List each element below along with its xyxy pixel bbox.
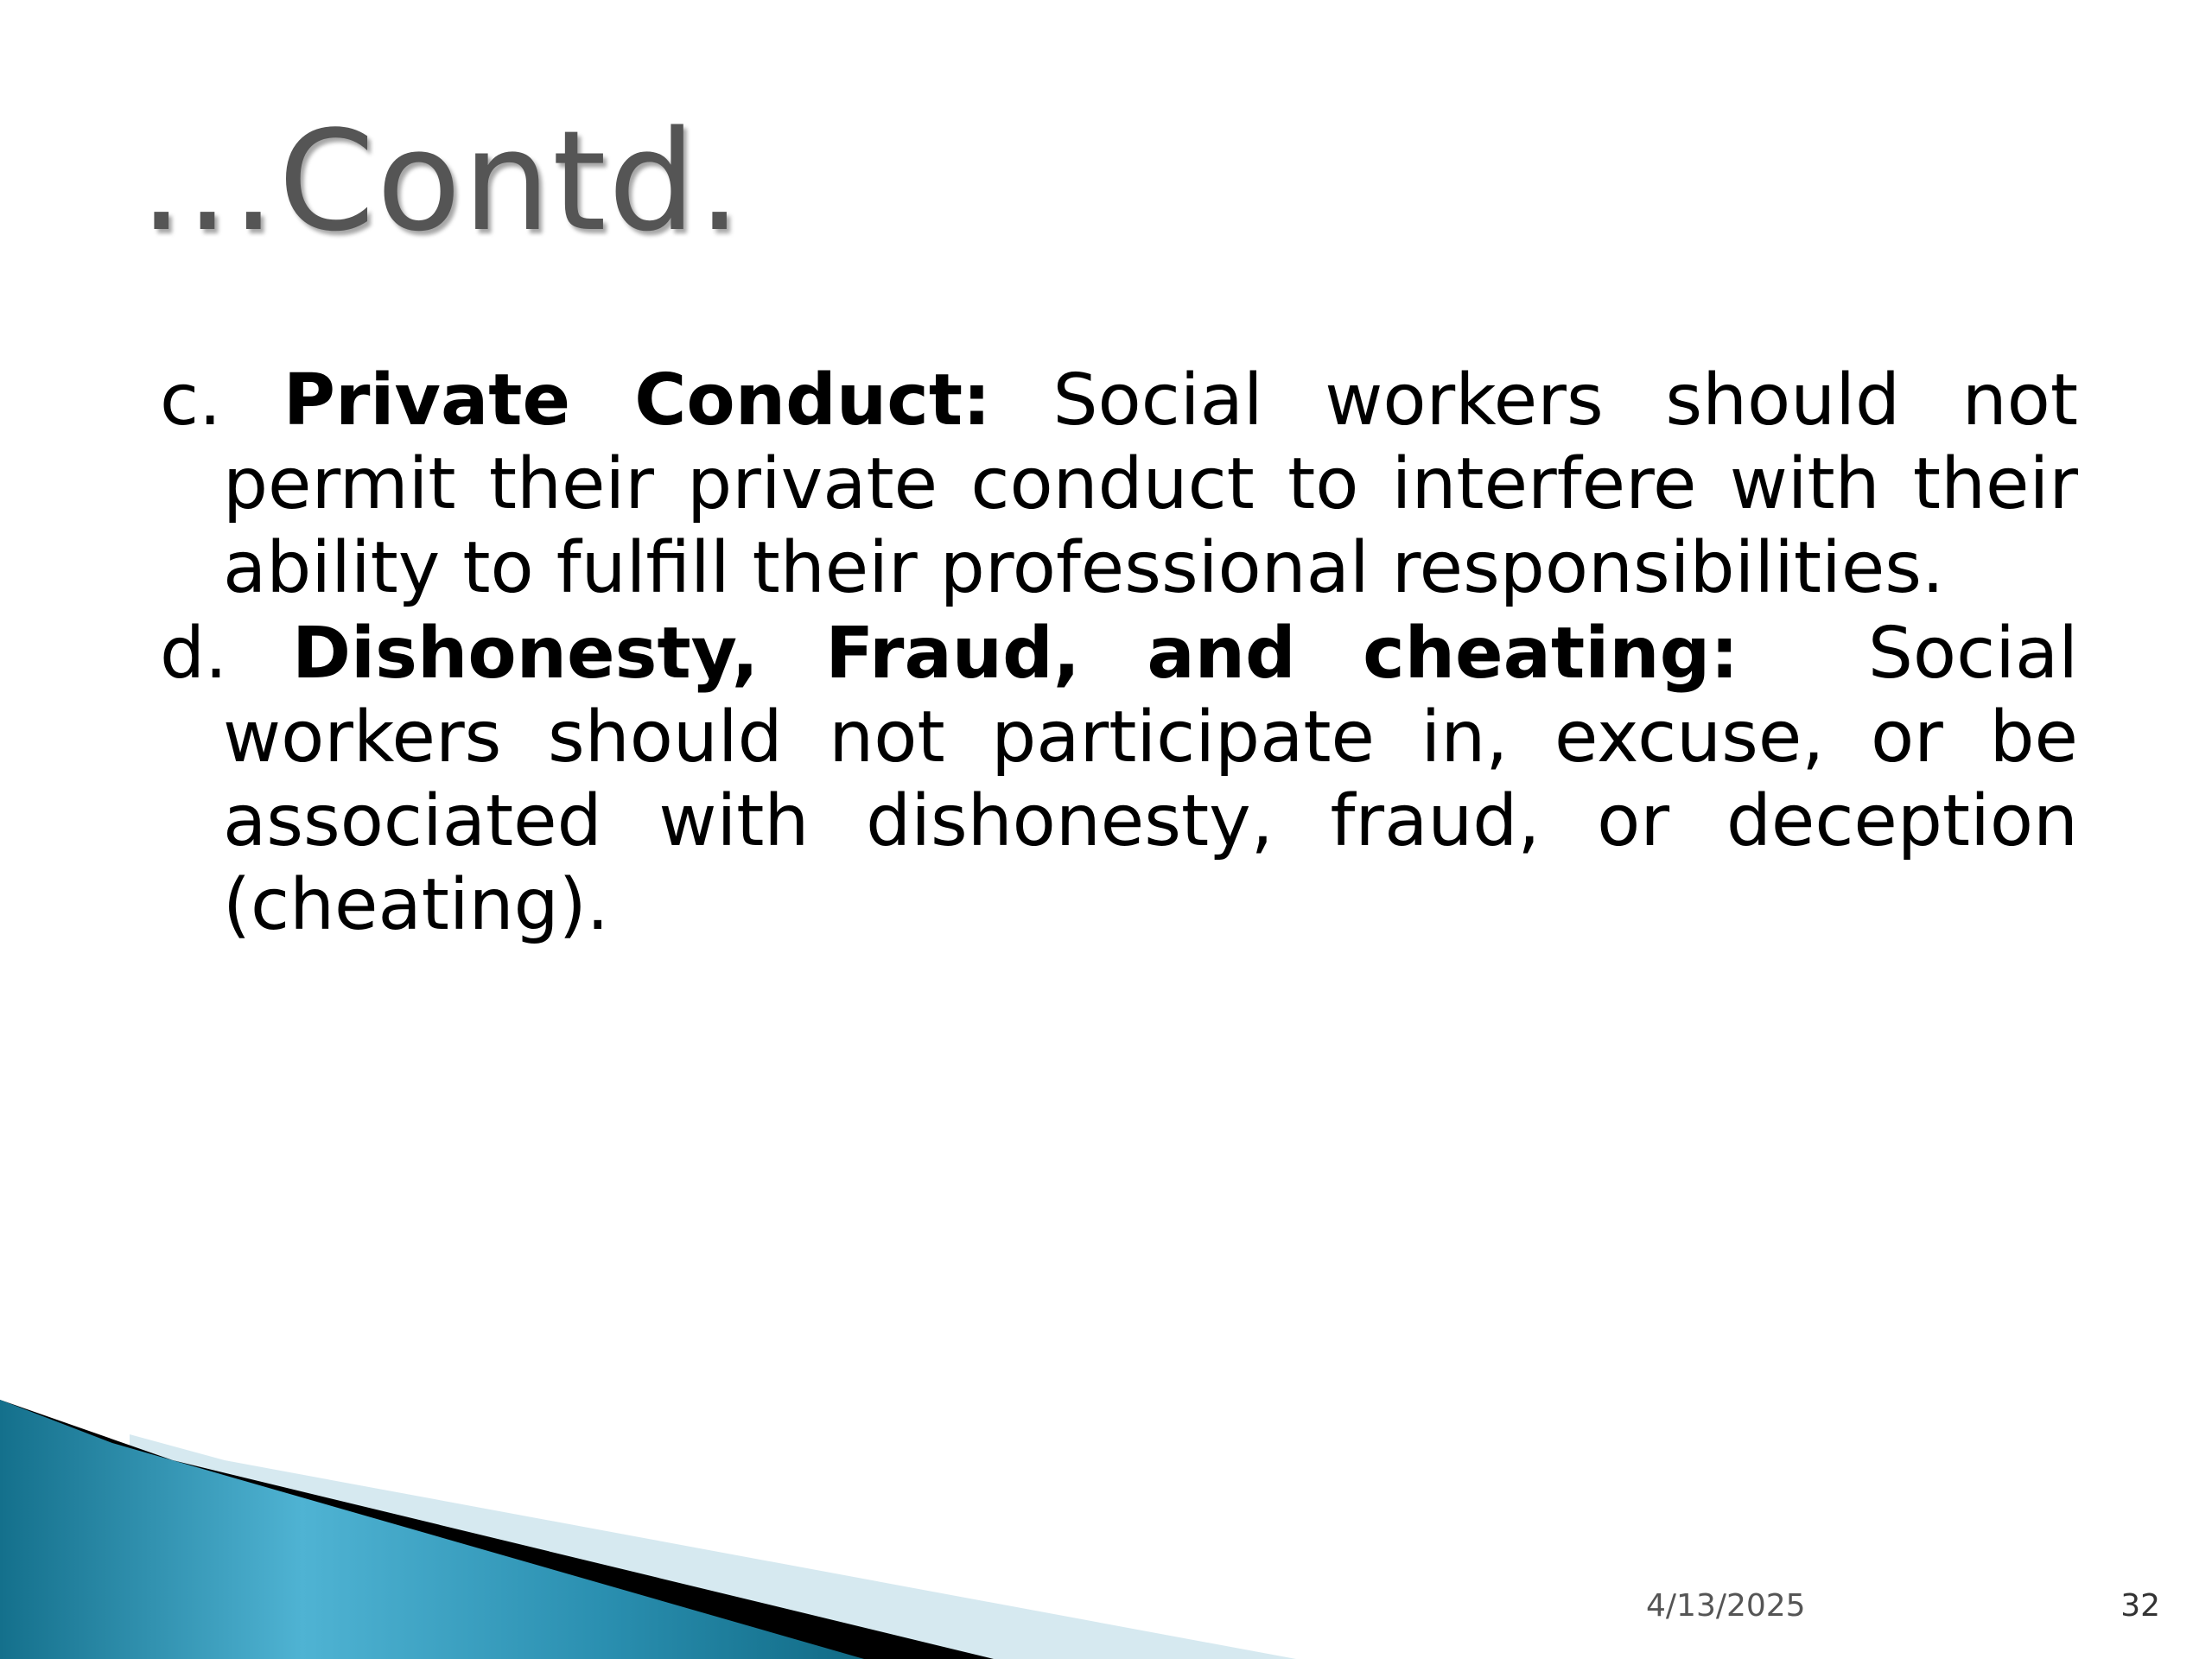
footer-date: 4/13/2025 xyxy=(1646,1588,1806,1624)
item-text: Social workers should not permit their private conduct to interfere with their ability to fulfill their professional responsibilities. xyxy=(223,359,2078,609)
item-marker: d. xyxy=(160,613,228,695)
item-marker: c. xyxy=(160,359,222,442)
list-item-dishonesty xyxy=(160,612,2078,947)
slide-title: …Contd. xyxy=(138,100,744,262)
slide-body xyxy=(160,359,2078,949)
item-heading: Dishonesty, Fraud, and cheating: xyxy=(291,613,1739,695)
slide-number: 32 xyxy=(2120,1588,2160,1624)
list-item-private-conduct xyxy=(160,359,2078,610)
item-text: Social workers should not participate in, excuse, or be associated with dishonesty, fraud, or deception (cheating). xyxy=(223,613,2078,946)
item-heading: Private Conduct: xyxy=(283,359,991,442)
